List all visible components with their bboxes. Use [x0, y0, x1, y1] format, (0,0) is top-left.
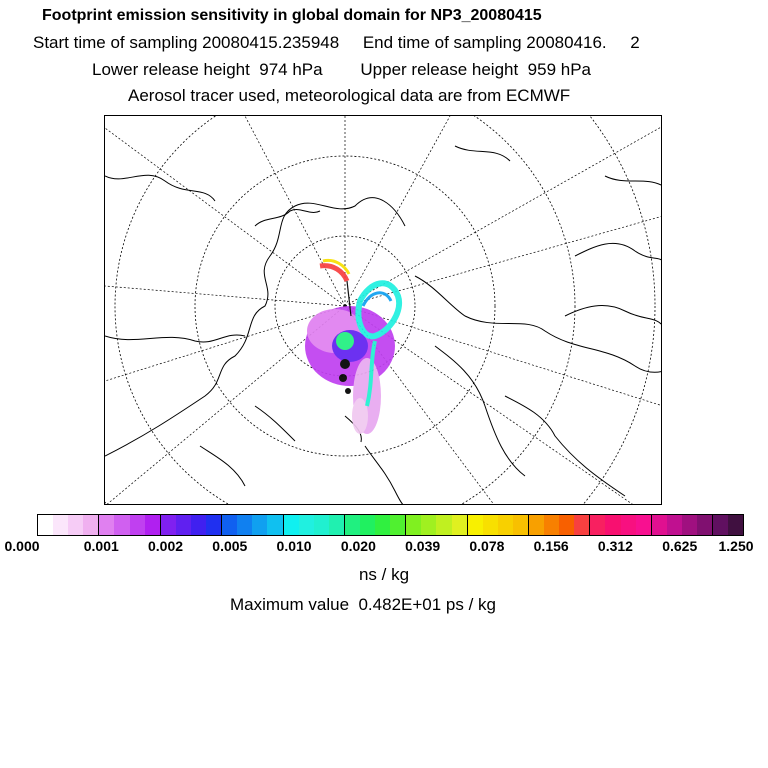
colorbar-cell [145, 515, 161, 535]
colorbar-cell [53, 515, 68, 535]
colorbar-cell [237, 515, 252, 535]
latitude-circles [105, 116, 655, 505]
colorbar-cell [299, 515, 314, 535]
release-height-line: Lower release height 974 hPa Upper release height 959 hPa [92, 60, 591, 79]
colorbar-cell [83, 515, 99, 535]
colorbar-tick-label: 0.000 [4, 538, 40, 554]
colorbar-cell [130, 515, 145, 535]
colorbar-cell [68, 515, 83, 535]
colorbar-cell [697, 515, 713, 535]
colorbar-cell [544, 515, 559, 535]
colorbar-tick-label: 0.039 [405, 538, 441, 554]
plot-title: Footprint emission sensitivity in global domain for NP3_20080415 [42, 7, 542, 24]
colorbar-cell [621, 515, 636, 535]
colorbar-tick-label: 0.005 [212, 538, 248, 554]
colorbar-tick-label: 0.020 [340, 538, 376, 554]
tracer-info-line: Aerosol tracer used, meteorological data are from ECMWF [128, 86, 571, 105]
colorbar-cell [574, 515, 590, 535]
colorbar-tick-label: 0.001 [83, 538, 119, 554]
colorbar-cell [421, 515, 436, 535]
colorbar-cell [38, 515, 53, 535]
colorbar-tick-label: 0.078 [469, 538, 505, 554]
colorbar-tick-label: 1.250 [718, 538, 754, 554]
colorbar-cell [99, 515, 114, 535]
colorbar-cell [713, 515, 728, 535]
colorbar-cell [436, 515, 451, 535]
colorbar-tick-label: 0.625 [662, 538, 698, 554]
colorbar-cell [468, 515, 483, 535]
colorbar-cell [345, 515, 360, 535]
sampling-time-line: Start time of sampling 20080415.235948 End time of sampling 20080416. 2 [33, 33, 640, 52]
colorbar-cell [114, 515, 129, 535]
colorbar-cell [667, 515, 682, 535]
maximum-value-label: Maximum value 0.482E+01 ps / kg [230, 595, 496, 614]
colorbar-ticks [0, 538, 768, 558]
colorbar-tick-label: 0.156 [533, 538, 569, 554]
colorbar-cell [498, 515, 513, 535]
colorbar-cell [636, 515, 652, 535]
colorbar-cell [314, 515, 329, 535]
colorbar-cell [252, 515, 267, 535]
colorbar-cell [559, 515, 574, 535]
map-canvas [105, 116, 662, 505]
colorbar-cell [284, 515, 299, 535]
colorbar-cell [191, 515, 206, 535]
colorbar-tick-label: 0.002 [148, 538, 184, 554]
colorbar-tick-label: 0.010 [276, 538, 312, 554]
colorbar-cell [360, 515, 375, 535]
colorbar-cell [206, 515, 222, 535]
colorbar-tick-label: 0.312 [597, 538, 633, 554]
colorbar-cell [529, 515, 544, 535]
colorbar-cell [483, 515, 498, 535]
colorbar-cell [176, 515, 191, 535]
colorbar-cell [390, 515, 406, 535]
colorbar [37, 514, 744, 536]
colorbar-cell [590, 515, 605, 535]
colorbar-cell [161, 515, 176, 535]
colorbar-cell [682, 515, 697, 535]
units-label: ns / kg [358, 565, 410, 584]
colorbar-cell [329, 515, 345, 535]
colorbar-cell [406, 515, 421, 535]
colorbar-cell [375, 515, 390, 535]
colorbar-cell [605, 515, 620, 535]
polar-map [104, 115, 662, 505]
colorbar-cell [652, 515, 667, 535]
colorbar-cell [728, 515, 743, 535]
colorbar-cell [222, 515, 237, 535]
colorbar-cell [452, 515, 468, 535]
colorbar-cell [267, 515, 283, 535]
colorbar-cell [513, 515, 529, 535]
